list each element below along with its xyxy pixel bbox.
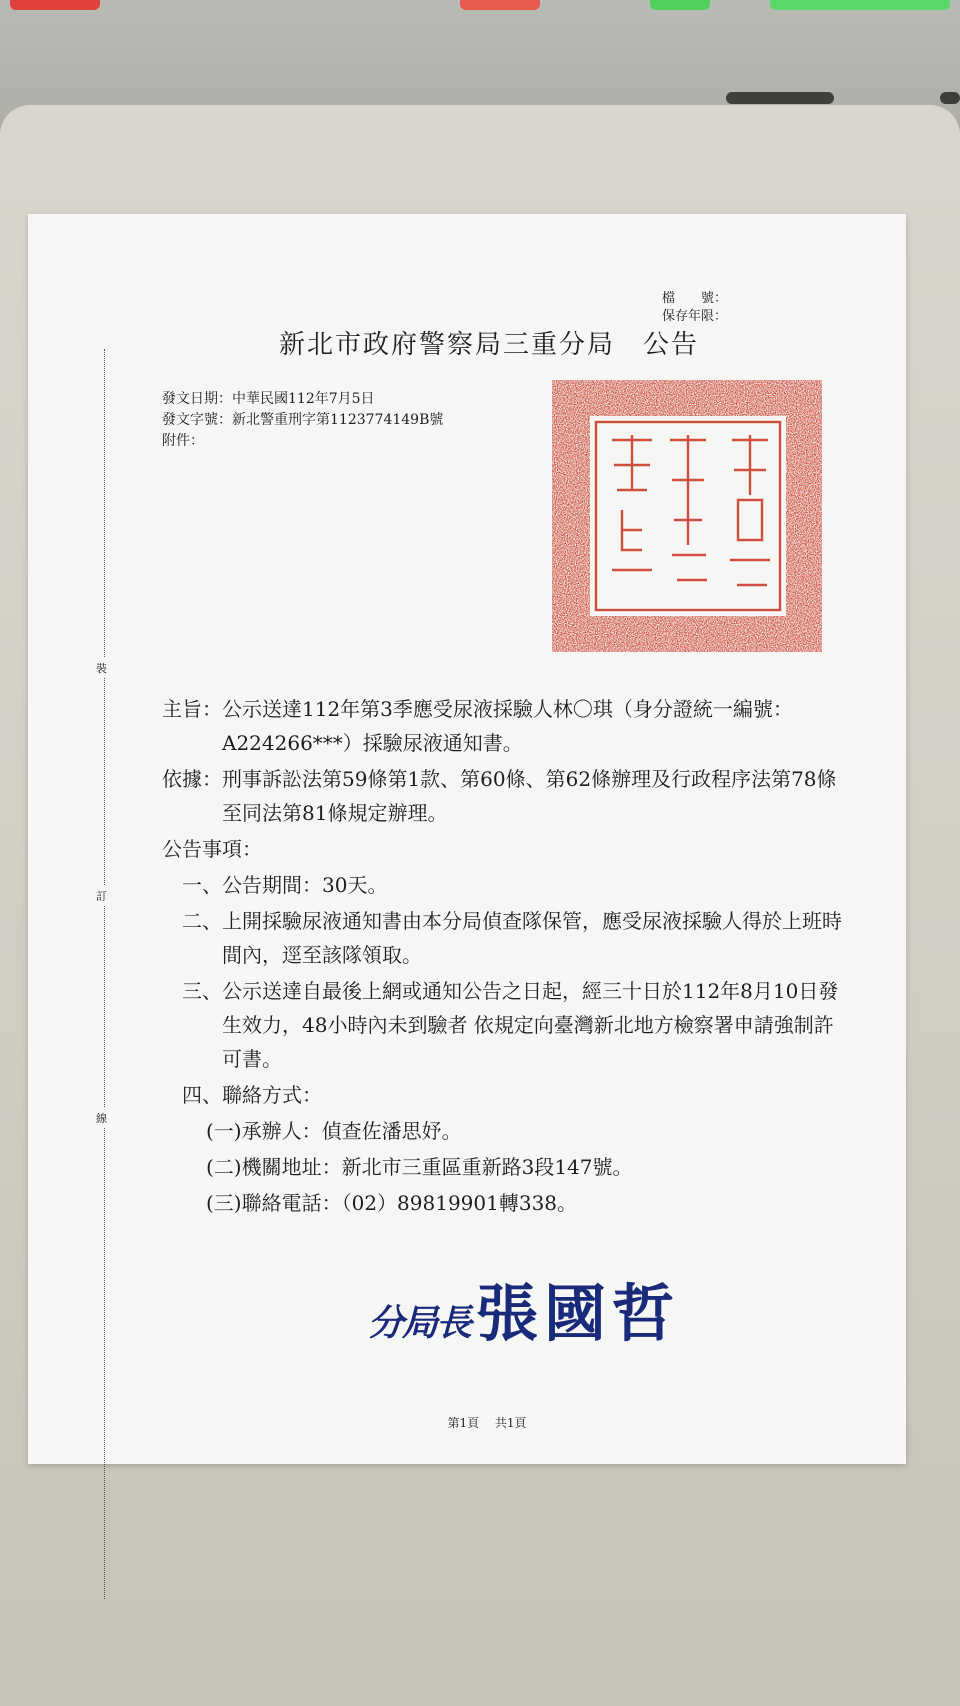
panel-slot xyxy=(940,92,960,104)
notice-label: 公告事項： xyxy=(162,837,262,861)
retention-label: 保存年限： xyxy=(662,309,728,324)
notice-item xyxy=(162,868,852,902)
notice-item-number: 四、 xyxy=(182,1083,222,1107)
notice-item-text: 公示送達自最後上網或通知公告之日起，經三十日於112年8月10日發生效力，48小時內未到驗者 依規定向臺灣新北地方檢察署申請強制許可書。 xyxy=(222,979,839,1071)
green-indicator-light xyxy=(650,0,710,10)
file-info xyxy=(662,290,727,326)
issue-date: 發文日期：中華民國112年7月5日 xyxy=(162,391,375,407)
red-indicator-light xyxy=(460,0,540,10)
red-indicator-light xyxy=(10,0,100,10)
notice-item-text: 上開採驗尿液通知書由本分局偵查隊保管，應受尿液採驗人得於上班時間內，逕至該隊領取。 xyxy=(222,909,842,967)
page-number: 第1頁 共1頁 xyxy=(447,1416,527,1430)
basis xyxy=(162,762,852,830)
notice-item-number: 一、 xyxy=(182,873,222,897)
official-seal-stamp xyxy=(552,380,822,652)
signature-stamp xyxy=(368,1264,680,1353)
notice-item-number: 三、 xyxy=(182,979,222,1003)
announcement-body xyxy=(162,692,852,1222)
document-meta xyxy=(162,389,443,452)
subject-text: 公示送達112年第3季應受尿液採驗人林〇琪（身分證統一編號：A224266***）採驗尿液通知書。 xyxy=(222,697,793,755)
notice-item xyxy=(162,974,852,1076)
basis-text: 刑事訴訟法第59條第1款、第60條、第62條辦理及行政程序法第78條至同法第81條規定辦理。 xyxy=(222,767,837,825)
binding-mark: 訂 xyxy=(96,886,107,906)
green-indicator-light xyxy=(770,0,950,10)
signature-title: 分局長 xyxy=(368,1303,471,1344)
notice-item-number: 二、 xyxy=(182,909,222,933)
contact-person: (一)承辦人：偵查佐潘思妤。 xyxy=(206,1119,462,1143)
notice-item-text: 聯絡方式： xyxy=(222,1083,322,1107)
announcement-paper xyxy=(28,214,906,1464)
reference-number: 發文字號：新北警重刑字第1123774149B號 xyxy=(162,412,444,428)
file-number-label: 檔 號： xyxy=(662,291,728,306)
panel-slot xyxy=(726,92,834,104)
binding-mark: 裝 xyxy=(96,658,107,678)
binding-mark: 線 xyxy=(96,1108,107,1128)
notice-item xyxy=(162,1078,852,1112)
notice-item xyxy=(162,904,852,972)
contact-phone: (三)聯絡電話：（02）89819901轉338。 xyxy=(206,1191,578,1215)
contact-address: (二)機關地址：新北市三重區重新路3段147號。 xyxy=(206,1155,633,1179)
document-title: 新北市政府警察局三重分局 公告 xyxy=(278,330,699,360)
signature-name: 張國哲 xyxy=(476,1277,681,1350)
attachment: 附件： xyxy=(162,433,204,449)
subject-label: 主旨： xyxy=(162,697,222,721)
subject xyxy=(162,692,852,760)
basis-label: 依據： xyxy=(162,767,222,791)
binding-line xyxy=(104,349,105,1599)
notice-item-text: 公告期間：30天。 xyxy=(222,873,388,897)
